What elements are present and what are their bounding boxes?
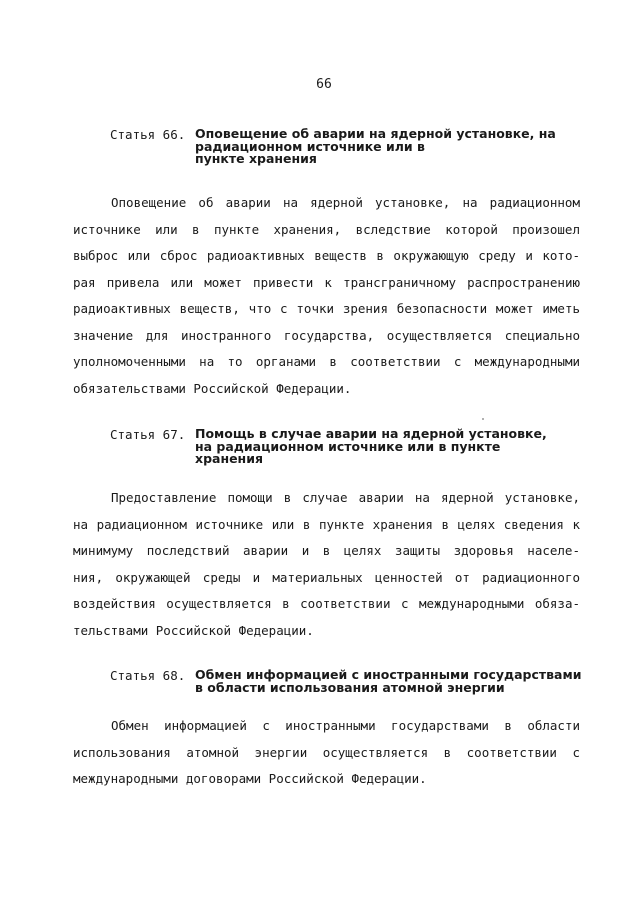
article-68-body-line: международными договорами Российской Федерации.	[73, 771, 427, 786]
article-66-heading	[110, 128, 590, 166]
article-66-body-line: значение для иностранного государства, осуществляется специально	[73, 327, 580, 343]
article-67-body-line: тельствами Российской Федерации.	[73, 622, 314, 638]
article-67-title-line: на радиационном источнике или в пункте	[195, 438, 501, 454]
article-67-body	[73, 485, 580, 644]
article-66-body	[73, 190, 580, 402]
article-67-body-line: ния, окружающей среды и материальных ценностей от радиационного	[73, 569, 580, 585]
article-66-label: Статья 66.	[110, 127, 186, 142]
article-67-body-line: воздействия осуществляется в соответствии с международными обяза-	[73, 596, 580, 611]
article-66-body-line: Оповещение об аварии на ядерной установке, на радиационном	[111, 195, 580, 210]
article-66-title-line: Оповещение об аварии на ядерной установке, на	[195, 126, 556, 141]
article-67-heading	[110, 428, 590, 466]
article-67-body-line: на радиационном источнике или в пункте хранения в целях сведения к	[73, 516, 580, 532]
article-68-title-line: Обмен информацией с иностранными государствами	[195, 667, 582, 682]
article-67-title-line: Помощь в случае аварии на ядерной установке,	[195, 426, 547, 441]
article-67-body-line: Предоставление помощи в случае аварии на ядерной установке,	[111, 490, 580, 505]
article-67-body-line: минимуму последствий аварии и в целях защиты здоровья населе-	[73, 543, 580, 558]
article-67-title	[195, 428, 590, 466]
article-66-title-line: пункте хранения	[195, 151, 317, 166]
article-66-body-line: источнике или в пункте хранения, вследствие которой произошел	[73, 221, 580, 237]
article-66-body-line: уполномоченными на то органами в соответствии с международными	[73, 354, 580, 369]
article-66-body-line: выброс или сброс радиоактивных веществ в окружающую среду и кото-	[73, 248, 580, 263]
article-66-title	[195, 128, 590, 166]
article-68-body	[73, 713, 580, 793]
article-66-body-line: рая привела или может привести к трансграничному распространению	[73, 274, 580, 290]
article-68-title	[195, 669, 590, 694]
article-68-body-line: использования атомной энергии осуществляется в соответствии с	[73, 744, 580, 760]
page-number: 66	[316, 77, 332, 92]
article-68-label: Статья 68.	[110, 668, 186, 683]
article-67-title-line: хранения	[195, 451, 263, 466]
scan-speck	[482, 418, 484, 420]
article-68-body-line: Обмен информацией с иностранными государствами в области	[111, 718, 580, 733]
article-66-body-line: обязательствами Российской Федерации.	[73, 380, 352, 396]
article-68-title-line: в области использования атомной энергии	[195, 679, 505, 695]
article-66-title-line: радиационном источнике или в	[195, 138, 425, 154]
article-68-heading	[110, 669, 590, 694]
article-67-label: Статья 67.	[110, 427, 186, 442]
article-66-body-line: радиоактивных веществ, что с точки зрения безопасности может иметь	[73, 301, 580, 316]
